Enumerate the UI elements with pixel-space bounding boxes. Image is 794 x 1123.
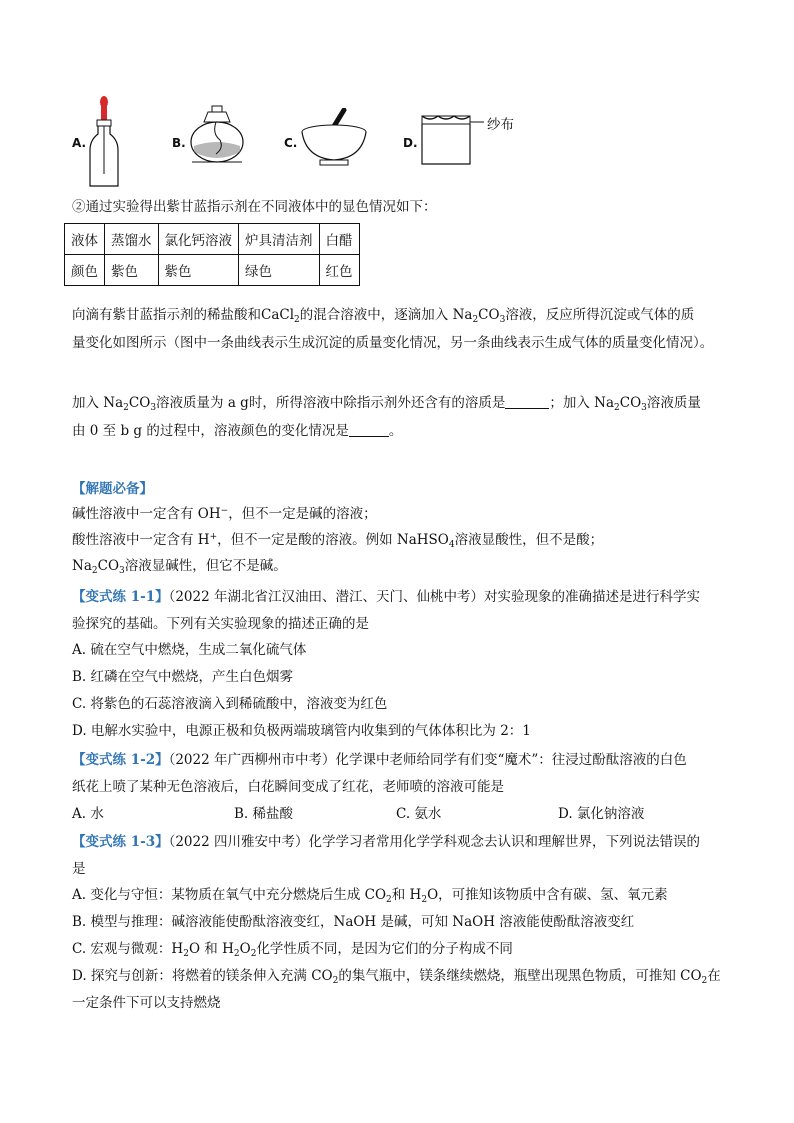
para1-line1	[72, 305, 694, 325]
text: O 和 H	[188, 941, 234, 957]
text: （2022 四川雅安中考）化学学习者常用化学学科观念去认识和理解世界，下列说法错误的	[168, 834, 700, 850]
tips-line1	[72, 504, 377, 524]
text: D. 探究与创新：将燃着的镁条伸入充满 CO	[72, 968, 333, 984]
text: （2022 年广西柳州市中考）化学课中老师给同学有们变“魔术”：往浸过酚酞溶液的白色	[168, 752, 687, 768]
subscript: 2	[614, 403, 620, 413]
option-c-label: C.	[284, 136, 298, 150]
text: 化学性质不同，是因为它们的分子构成不同	[256, 941, 513, 957]
gauze-callout-label: 纱布	[487, 117, 514, 133]
subscript: 3	[119, 566, 125, 576]
text: 和 H	[391, 887, 422, 903]
ex1-option-c[interactable]: C. 将紫色的石蕊溶液滴入到稀硫酸中，溶液变为红色	[72, 696, 388, 712]
text: 的集气瓶中，镁条继续燃烧，瓶壁出现黑色物质，可推知 CO	[338, 968, 702, 984]
answer-blank-2[interactable]	[349, 422, 389, 437]
ex1-stem-line1	[72, 587, 700, 607]
subscript: 2	[233, 949, 240, 959]
para1-line2: 量变化如图所示（图中一条曲线表示生成沉淀的质量变化情况，另一条曲线表示生成气体的质量变化情况）。	[72, 335, 714, 351]
text: 溶液显碱性，但它不是碱。	[124, 558, 287, 574]
tips-line2	[72, 530, 603, 550]
subscript: 2	[123, 403, 129, 413]
ex3-option-a[interactable]	[72, 885, 668, 905]
alcohol-lamp-icon	[186, 104, 250, 168]
text: 在	[707, 968, 721, 984]
subscript: 2	[332, 976, 339, 986]
formula: CO	[478, 307, 500, 323]
text: 由 0 至 b g 的过程中，溶液颜色的变化情况是	[72, 423, 349, 439]
formula: Na	[594, 395, 614, 411]
answer-blank-1[interactable]	[505, 394, 549, 409]
ex1-option-a[interactable]: A. 硫在空气中燃烧，生成二氧化硫气体	[72, 642, 307, 658]
superscript: +	[209, 532, 218, 542]
text: A. 变化与守恒：某物质在氧气中充分燃烧后生成 CO	[72, 887, 387, 903]
para2-line1	[72, 393, 701, 413]
text: 。	[388, 423, 403, 439]
text: ，但不一定是酸的溶液。例如 NaHSO	[217, 532, 449, 548]
subscript: 2	[472, 315, 479, 325]
ex3-tag: 【变式练 1-3】	[72, 834, 169, 850]
subscript: 2	[183, 949, 189, 959]
text: O	[239, 941, 251, 957]
subscript: 2	[701, 976, 708, 986]
superscript: −	[220, 506, 229, 516]
subscript: 2	[91, 566, 98, 576]
subscript: 2	[386, 895, 392, 905]
text: ，但不一定是碱的溶液；	[228, 506, 377, 522]
table-cell: 炉具清洁剂	[239, 224, 320, 255]
formula: CO	[128, 395, 151, 411]
table-cell: 紫色	[158, 255, 239, 286]
text: 酸性溶液中一定含有 H	[72, 532, 210, 548]
tips-title: 【解题必备】	[72, 481, 153, 497]
ex3-option-b[interactable]: B. 模型与推理：碱溶液能使酚酞溶液变红，NaOH 是碱，可知 NaOH 溶液能使酚酞溶液变红	[72, 914, 635, 930]
ex3-option-d-line1[interactable]	[72, 966, 721, 986]
table-row	[65, 224, 360, 255]
ex3-stem-line2: 是	[72, 861, 86, 877]
ex3-option-c[interactable]	[72, 939, 513, 959]
ex1-stem-line2: 验探究的基础。下列有关实验现象的描述正确的是	[72, 616, 369, 632]
formula: CaCl	[261, 307, 295, 323]
formula: CO	[97, 558, 120, 574]
ex1-option-d[interactable]: D. 电解水实验中，电源正极和负极两端玻璃管内收集到的气体体积比为 2：1	[72, 723, 531, 739]
option-d-label: D.	[403, 136, 418, 150]
indicator-color-table	[64, 223, 360, 286]
table-cell: 蒸馏水	[105, 224, 159, 255]
subscript: 2	[250, 949, 257, 959]
text: 向滴有紫甘蓝指示剂的稀盐酸和	[72, 307, 261, 323]
table-cell: 液体	[65, 224, 105, 255]
ex3-option-d-line2: 一定条件下可以支持燃烧	[72, 995, 221, 1011]
ex1-tag: 【变式练 1-1】	[72, 589, 169, 605]
text: 溶液，反应所得沉淀或气体的质	[505, 307, 695, 323]
ex2-option-d[interactable]: D. 氯化钠溶液	[558, 806, 645, 822]
subscript: 2	[421, 895, 428, 905]
text: C. 宏观与微观：H	[72, 941, 184, 957]
ex2-option-a[interactable]: A. 水	[72, 806, 104, 822]
ex1-option-b[interactable]: B. 红磷在空气中燃烧，产生白色烟雾	[72, 669, 294, 685]
ex2-option-b[interactable]: B. 稀盐酸	[234, 806, 294, 822]
formula: Na	[72, 558, 92, 574]
table-cell: 红色	[319, 255, 359, 286]
formula: Na	[103, 395, 124, 411]
table-cell: 紫色	[105, 255, 159, 286]
table-cell: 氯化钙溶液	[158, 224, 239, 255]
text: O，可推知该物质中含有碳、氢、氧元素	[427, 887, 668, 903]
subscript: 3	[641, 403, 647, 413]
table-cell: 颜色	[65, 255, 105, 286]
option-b-label: B.	[172, 136, 186, 150]
subscript: 3	[499, 315, 506, 325]
subscript: 3	[150, 403, 157, 413]
text: （2022 年湖北省江汉油田、潜江、天门、仙桃中考）对实验现象的准确描述是进行科学实	[168, 589, 700, 605]
ex2-tag: 【变式练 1-2】	[72, 752, 169, 768]
q2-intro: ②通过实验得出紫甘蓝指示剂在不同液体中的显色情况如下：	[72, 199, 437, 215]
option-a-label: A.	[72, 136, 87, 150]
ex2-stem-line2: 纸花上喷了某种无色溶液后，白花瞬间变成了红花，老师喷的溶液可能是	[72, 779, 504, 795]
tips-line3	[72, 556, 287, 576]
text: 碱性溶液中一定含有 OH	[72, 506, 221, 522]
formula: Na	[452, 307, 473, 323]
table-cell: 白醋	[319, 224, 359, 255]
text: ；加入	[549, 395, 590, 411]
text: 溶液质量	[646, 395, 701, 411]
para2-line2	[72, 421, 402, 441]
text: 加入	[72, 395, 99, 411]
mortar-pestle-icon	[298, 108, 368, 168]
text: 溶液显酸性，但不是酸；	[454, 532, 604, 548]
subscript: 4	[448, 540, 455, 550]
ex3-stem-line1	[72, 832, 700, 852]
subscript: 2	[294, 315, 300, 325]
table-row	[65, 255, 360, 286]
text: 溶液质量为 a g时，所得溶液中除指示剂外还含有的溶质是	[156, 395, 506, 411]
table-cell: 绿色	[239, 255, 320, 286]
text: 的混合溶液中，逐滴加入	[299, 307, 449, 323]
formula: CO	[619, 395, 642, 411]
dropper-bottle-icon	[84, 94, 124, 188]
ex2-option-c[interactable]: C. 氨水	[396, 806, 442, 822]
ex2-stem-line1	[72, 750, 687, 770]
